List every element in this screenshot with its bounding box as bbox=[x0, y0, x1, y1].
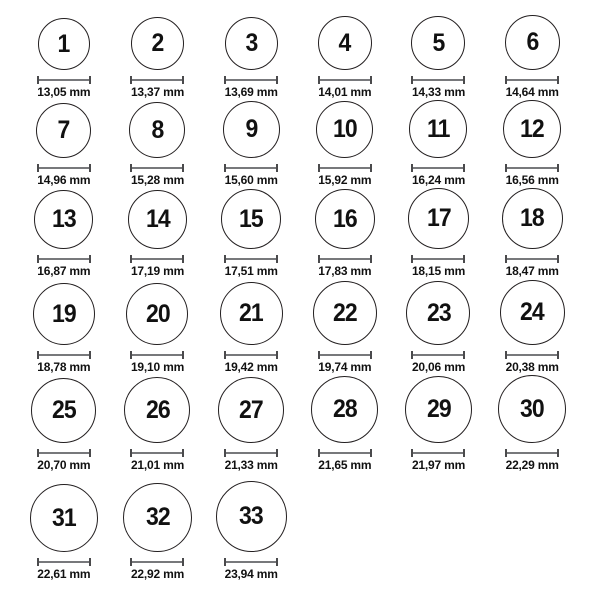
ring-size-number: 9 bbox=[245, 115, 258, 143]
ring-size-item bbox=[17, 99, 111, 187]
ring-size-number: 28 bbox=[332, 395, 357, 423]
ring-circle bbox=[128, 190, 187, 249]
ring-circle bbox=[38, 18, 90, 70]
diameter-dimension-line bbox=[37, 164, 91, 172]
diameter-label: 21,65 mm bbox=[318, 458, 372, 472]
diameter-label: 22,61 mm bbox=[37, 567, 91, 581]
ring-size-number: 14 bbox=[145, 205, 170, 233]
ring-size-row bbox=[17, 187, 579, 278]
ring-circle bbox=[505, 15, 560, 70]
diameter-dimension-line bbox=[130, 255, 184, 263]
ring-circle bbox=[223, 101, 280, 158]
ring-size-item bbox=[392, 187, 486, 278]
ring-circle bbox=[502, 188, 563, 249]
diameter-dimension-line bbox=[505, 76, 559, 84]
diameter-label: 18,15 mm bbox=[411, 264, 466, 278]
diameter-dimension-line bbox=[224, 164, 278, 172]
ring-circle bbox=[220, 282, 283, 345]
ring-circle bbox=[503, 100, 561, 158]
diameter-label: 20,70 mm bbox=[37, 458, 91, 472]
diameter-label: 14,33 mm bbox=[411, 85, 466, 99]
diameter-label: 14,96 mm bbox=[37, 173, 91, 187]
ring-size-item bbox=[204, 374, 298, 472]
diameter-label: 22,29 mm bbox=[505, 458, 559, 472]
ring-size-item bbox=[485, 374, 579, 472]
diameter-label: 18,47 mm bbox=[505, 264, 559, 278]
diameter-label: 13,05 mm bbox=[37, 85, 91, 99]
diameter-dimension-line bbox=[505, 449, 559, 457]
diameter-dimension-line bbox=[411, 164, 465, 172]
ring-size-number: 33 bbox=[239, 502, 264, 530]
ring-size-item bbox=[204, 2, 298, 99]
diameter-label: 17,51 mm bbox=[224, 264, 278, 278]
ring-size-number: 13 bbox=[51, 205, 76, 233]
ring-size-number: 21 bbox=[239, 299, 264, 327]
ring-size-number: 16 bbox=[332, 204, 357, 233]
ring-size-number: 11 bbox=[427, 114, 450, 143]
ring-circle bbox=[218, 377, 284, 443]
diameter-label: 18,78 mm bbox=[37, 360, 91, 374]
diameter-label: 20,06 mm bbox=[411, 360, 466, 374]
ring-circle bbox=[216, 481, 287, 552]
ring-size-item bbox=[485, 187, 579, 278]
ring-circle bbox=[131, 17, 184, 70]
diameter-dimension-line bbox=[224, 255, 278, 263]
ring-size-item bbox=[485, 278, 579, 374]
ring-size-number: 25 bbox=[51, 396, 76, 424]
ring-size-number: 1 bbox=[57, 29, 70, 58]
diameter-dimension-line bbox=[130, 351, 184, 359]
ring-size-item bbox=[17, 374, 111, 472]
ring-size-number: 7 bbox=[57, 116, 70, 144]
ring-circle bbox=[498, 375, 566, 443]
diameter-label: 21,01 mm bbox=[130, 458, 185, 472]
ring-size-number: 31 bbox=[51, 503, 76, 532]
ring-circle bbox=[30, 484, 98, 552]
ring-circle bbox=[31, 378, 96, 443]
ring-circle bbox=[123, 483, 192, 552]
ring-circle bbox=[124, 377, 190, 443]
ring-size-item bbox=[392, 2, 486, 99]
diameter-label: 21,33 mm bbox=[224, 458, 278, 472]
ring-circle bbox=[311, 376, 378, 443]
ring-circle bbox=[34, 190, 93, 249]
ring-size-number: 4 bbox=[338, 28, 351, 57]
ring-size-item bbox=[298, 374, 392, 472]
ring-circle bbox=[129, 102, 185, 158]
diameter-dimension-line bbox=[37, 449, 91, 457]
ring-size-number: 6 bbox=[526, 28, 539, 56]
ring-size-number: 29 bbox=[426, 395, 451, 423]
ring-circle bbox=[221, 189, 281, 249]
ring-size-chart bbox=[17, 0, 579, 581]
ring-size-item bbox=[204, 472, 298, 581]
diameter-dimension-line bbox=[505, 351, 559, 359]
ring-size-number: 24 bbox=[520, 298, 545, 326]
diameter-label: 22,92 mm bbox=[130, 567, 185, 581]
ring-size-number: 15 bbox=[239, 204, 264, 233]
ring-size-row bbox=[17, 278, 579, 374]
diameter-dimension-line bbox=[505, 164, 559, 172]
ring-size-item bbox=[111, 187, 205, 278]
ring-circle bbox=[405, 376, 472, 443]
ring-size-item bbox=[204, 187, 298, 278]
ring-size-row bbox=[17, 2, 579, 99]
ring-size-number: 10 bbox=[332, 115, 357, 143]
diameter-dimension-line bbox=[37, 255, 91, 263]
ring-size-number: 20 bbox=[145, 299, 170, 328]
ring-size-number: 30 bbox=[520, 394, 545, 423]
ring-size-item bbox=[392, 99, 486, 187]
ring-size-item bbox=[111, 472, 205, 581]
diameter-label: 20,38 mm bbox=[505, 360, 559, 374]
diameter-label: 16,87 mm bbox=[37, 264, 91, 278]
ring-circle bbox=[126, 283, 188, 345]
diameter-label: 16,56 mm bbox=[505, 173, 559, 187]
diameter-label: 16,24 mm bbox=[411, 173, 466, 187]
ring-size-item bbox=[111, 99, 205, 187]
ring-circle bbox=[406, 281, 470, 345]
ring-size-number: 2 bbox=[151, 29, 164, 57]
ring-circle bbox=[411, 16, 465, 70]
ring-size-item bbox=[392, 374, 486, 472]
ring-size-number: 12 bbox=[520, 114, 545, 143]
ring-size-item bbox=[298, 99, 392, 187]
ring-size-number: 22 bbox=[332, 298, 357, 327]
diameter-dimension-line bbox=[318, 449, 372, 457]
ring-size-number: 5 bbox=[432, 28, 445, 57]
diameter-dimension-line bbox=[411, 351, 465, 359]
diameter-label: 14,64 mm bbox=[505, 85, 559, 99]
diameter-dimension-line bbox=[130, 449, 184, 457]
ring-circle bbox=[408, 188, 469, 249]
diameter-label: 13,37 mm bbox=[130, 85, 185, 99]
diameter-dimension-line bbox=[37, 558, 91, 566]
diameter-dimension-line bbox=[224, 76, 278, 84]
diameter-dimension-line bbox=[37, 76, 91, 84]
ring-size-item bbox=[111, 278, 205, 374]
diameter-dimension-line bbox=[318, 164, 372, 172]
diameter-dimension-line bbox=[318, 255, 372, 263]
ring-size-number: 17 bbox=[426, 204, 451, 232]
ring-size-number: 3 bbox=[245, 29, 258, 57]
ring-circle bbox=[316, 101, 373, 158]
ring-circle bbox=[313, 281, 377, 345]
diameter-dimension-line bbox=[224, 351, 278, 359]
ring-size-item bbox=[392, 278, 486, 374]
diameter-label: 23,94 mm bbox=[224, 567, 278, 581]
ring-size-item bbox=[17, 187, 111, 278]
ring-size-item bbox=[111, 374, 205, 472]
ring-size-item bbox=[17, 472, 111, 581]
diameter-dimension-line bbox=[318, 351, 372, 359]
diameter-label: 19,74 mm bbox=[318, 360, 372, 374]
ring-circle bbox=[36, 103, 91, 158]
diameter-label: 21,97 mm bbox=[411, 458, 466, 472]
diameter-dimension-line bbox=[411, 449, 465, 457]
ring-circle bbox=[500, 280, 565, 345]
ring-size-number: 19 bbox=[51, 299, 76, 328]
diameter-label: 19,42 mm bbox=[224, 360, 278, 374]
ring-size-number: 32 bbox=[145, 503, 170, 531]
ring-circle bbox=[409, 100, 467, 158]
diameter-label: 15,92 mm bbox=[318, 173, 372, 187]
ring-size-number: 23 bbox=[426, 298, 451, 327]
diameter-dimension-line bbox=[224, 558, 278, 566]
diameter-dimension-line bbox=[318, 76, 372, 84]
ring-circle bbox=[315, 189, 375, 249]
ring-size-number: 27 bbox=[239, 395, 264, 424]
diameter-dimension-line bbox=[130, 76, 184, 84]
ring-size-item bbox=[485, 99, 579, 187]
ring-size-number: 18 bbox=[520, 204, 545, 232]
ring-size-item bbox=[17, 278, 111, 374]
ring-size-item bbox=[17, 2, 111, 99]
diameter-label: 15,28 mm bbox=[130, 173, 185, 187]
ring-size-item bbox=[204, 278, 298, 374]
diameter-dimension-line bbox=[130, 558, 184, 566]
ring-size-row bbox=[17, 374, 579, 472]
ring-size-item bbox=[298, 278, 392, 374]
ring-size-item bbox=[298, 2, 392, 99]
diameter-label: 19,10 mm bbox=[130, 360, 185, 374]
ring-size-item bbox=[485, 2, 579, 99]
ring-circle bbox=[318, 16, 372, 70]
diameter-label: 17,19 mm bbox=[130, 264, 185, 278]
diameter-dimension-line bbox=[505, 255, 559, 263]
diameter-dimension-line bbox=[37, 351, 91, 359]
ring-size-item bbox=[298, 187, 392, 278]
diameter-dimension-line bbox=[411, 255, 465, 263]
diameter-dimension-line bbox=[224, 449, 278, 457]
ring-size-row bbox=[17, 472, 579, 581]
diameter-label: 14,01 mm bbox=[318, 85, 372, 99]
ring-circle bbox=[225, 17, 278, 70]
ring-size-number: 8 bbox=[151, 115, 164, 144]
ring-size-row bbox=[17, 99, 579, 187]
ring-size-number: 26 bbox=[145, 395, 170, 424]
diameter-dimension-line bbox=[411, 76, 465, 84]
diameter-dimension-line bbox=[130, 164, 184, 172]
ring-size-item bbox=[204, 99, 298, 187]
diameter-label: 13,69 mm bbox=[224, 85, 278, 99]
diameter-label: 15,60 mm bbox=[224, 173, 278, 187]
ring-size-item bbox=[111, 2, 205, 99]
ring-circle bbox=[33, 283, 95, 345]
diameter-label: 17,83 mm bbox=[318, 264, 372, 278]
